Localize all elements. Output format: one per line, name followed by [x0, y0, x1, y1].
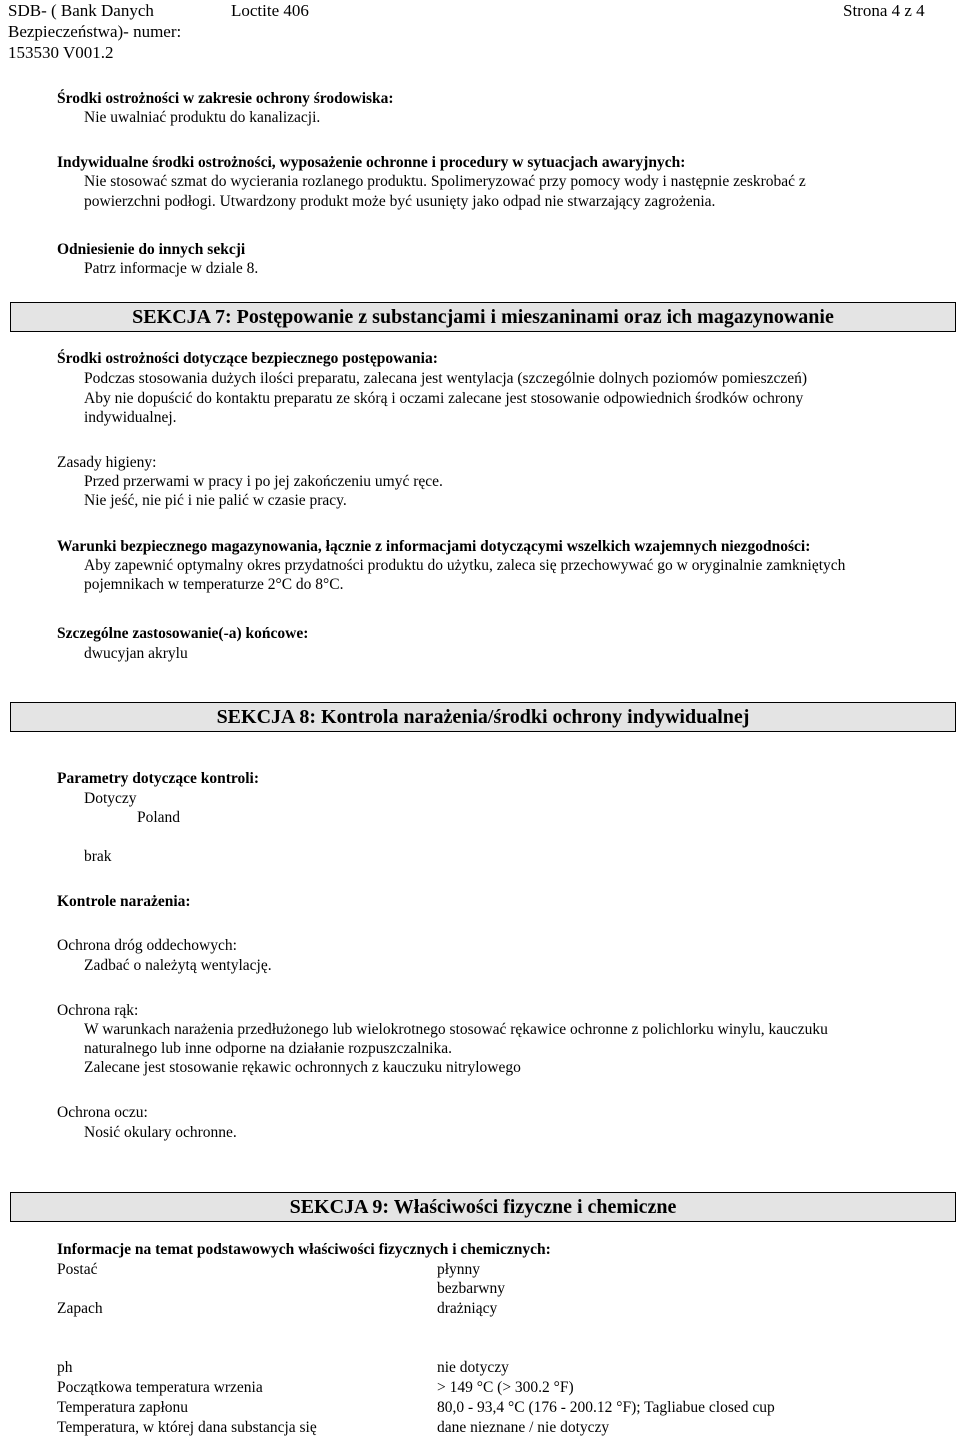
safe-handling-line: Podczas stosowania dużych ilości preparatu, zalecana jest wentylacja (szczególnie dolnych poziomów pomieszczeń): [84, 370, 808, 387]
hygiene-line: Przed przerwami w pracy i po jej zakończeniu umyć ręce.: [84, 473, 443, 490]
hygiene-title: Zasady higieny:: [57, 454, 157, 471]
individual-precautions-line: Nie stosować szmat do wycierania rozlanego produktu. Spolimeryzować przy pomocy wody i następnie zeskrobać z: [84, 173, 806, 190]
control-params-value: brak: [84, 848, 112, 865]
property-value: płynny: [437, 1261, 481, 1278]
header-page-number: Strona 4 z 4: [843, 1, 925, 20]
hand-protection-title: Ochrona rąk:: [57, 1002, 139, 1019]
header-doc-type-2: Bezpieczeństwa)- numer:: [8, 22, 182, 41]
hand-protection-line: Zalecane jest stosowanie rękawic ochronnych z kauczuku nitrylowego: [84, 1059, 521, 1076]
reference-title: Odniesienie do innych sekcji: [57, 241, 246, 258]
property-label: Postać: [57, 1261, 98, 1278]
section-8-heading: [10, 702, 956, 732]
property-value: bezbarwny: [437, 1280, 505, 1297]
section-8-title: SEKCJA 8: Kontrola narażenia/środki ochrony indywidualnej: [216, 706, 750, 729]
respiratory-title: Ochrona dróg oddechowych:: [57, 937, 237, 954]
section-9-heading: [10, 1192, 956, 1222]
header-doc-number: 153530 V001.2: [8, 43, 114, 62]
storage-line: Aby zapewnić optymalny okres przydatności produktu do użytku, zaleca się przechowywać go w oryginalnie zamkniętych: [84, 557, 846, 574]
control-params-country: Poland: [137, 809, 181, 826]
property-value: dane nieznane / nie dotyczy: [437, 1419, 610, 1436]
individual-precautions-line: powierzchni podłogi. Utwardzony produkt może być usunięty jako odpad nie stwarzający zagrożenia.: [84, 193, 716, 210]
safe-handling-line: indywidualnej.: [84, 409, 177, 426]
property-value: 80,0 - 93,4 °C (176 - 200.12 °F); Tagliabue closed cup: [437, 1399, 775, 1416]
property-label: Temperatura zapłonu: [57, 1399, 189, 1416]
header-product: Loctite 406: [231, 1, 309, 20]
storage-title: Warunki bezpiecznego magazynowania, łącznie z informacjami dotyczącymi wszelkich wzajemnych niezgodności:: [57, 538, 811, 555]
eye-protection-text: Nosić okulary ochronne.: [84, 1124, 237, 1141]
hand-protection-line: naturalnego lub inne odporne na działanie rozpuszczalnika.: [84, 1040, 452, 1057]
individual-precautions-title: Indywidualne środki ostrożności, wyposażenie ochronne i procedury w sytuacjach awaryjnych:: [57, 154, 686, 171]
property-label: ph: [57, 1359, 73, 1376]
env-precautions-title: Środki ostrożności w zakresie ochrony środowiska:: [57, 90, 394, 107]
safe-handling-line: Aby nie dopuścić do kontaktu preparatu ze skórą i oczami zalecane jest stosowanie odpowiednich środków ochrony: [84, 390, 804, 407]
property-label: Zapach: [57, 1300, 103, 1317]
safe-handling-title: Środki ostrożności dotyczące bezpiecznego postępowania:: [57, 350, 438, 367]
exposure-controls-title: Kontrole narażenia:: [57, 893, 191, 910]
property-value: drażniący: [437, 1300, 498, 1317]
reference-text: Patrz informacje w dziale 8.: [84, 260, 259, 277]
section-9-title: SEKCJA 9: Właściwości fizyczne i chemiczne: [289, 1196, 677, 1219]
basic-properties-title: Informacje na temat podstawowych właściwości fizycznych i chemicznych:: [57, 1241, 551, 1258]
control-params-applies: Dotyczy: [84, 790, 137, 807]
control-params-title: Parametry dotyczące kontroli:: [57, 770, 260, 787]
hand-protection-line: W warunkach narażenia przedłużonego lub wielokrotnego stosować rękawice ochronne z polichlorku winylu, kauczuku: [84, 1021, 828, 1038]
env-precautions-text: Nie uwalniać produktu do kanalizacji.: [84, 109, 321, 126]
property-value: > 149 °C (> 300.2 °F): [437, 1379, 574, 1396]
eye-protection-title: Ochrona oczu:: [57, 1104, 148, 1121]
hygiene-line: Nie jeść, nie pić i nie palić w czasie pracy.: [84, 492, 347, 509]
section-7-title: SEKCJA 7: Postępowanie z substancjami i mieszaninami oraz ich magazynowanie: [132, 306, 834, 329]
property-value: nie dotyczy: [437, 1359, 509, 1376]
storage-line: pojemnikach w temperaturze 2°C do 8°C.: [84, 576, 344, 593]
header-doc-type: SDB- ( Bank Danych: [8, 1, 154, 20]
property-label: Temperatura, w której dana substancja się: [57, 1419, 317, 1436]
section-7-heading: [10, 302, 956, 332]
property-label: Początkowa temperatura wrzenia: [57, 1379, 263, 1396]
end-use-text: dwucyjan akrylu: [84, 645, 188, 662]
end-use-title: Szczególne zastosowanie(-a) końcowe:: [57, 625, 309, 642]
respiratory-text: Zadbać o należytą wentylację.: [84, 957, 272, 974]
